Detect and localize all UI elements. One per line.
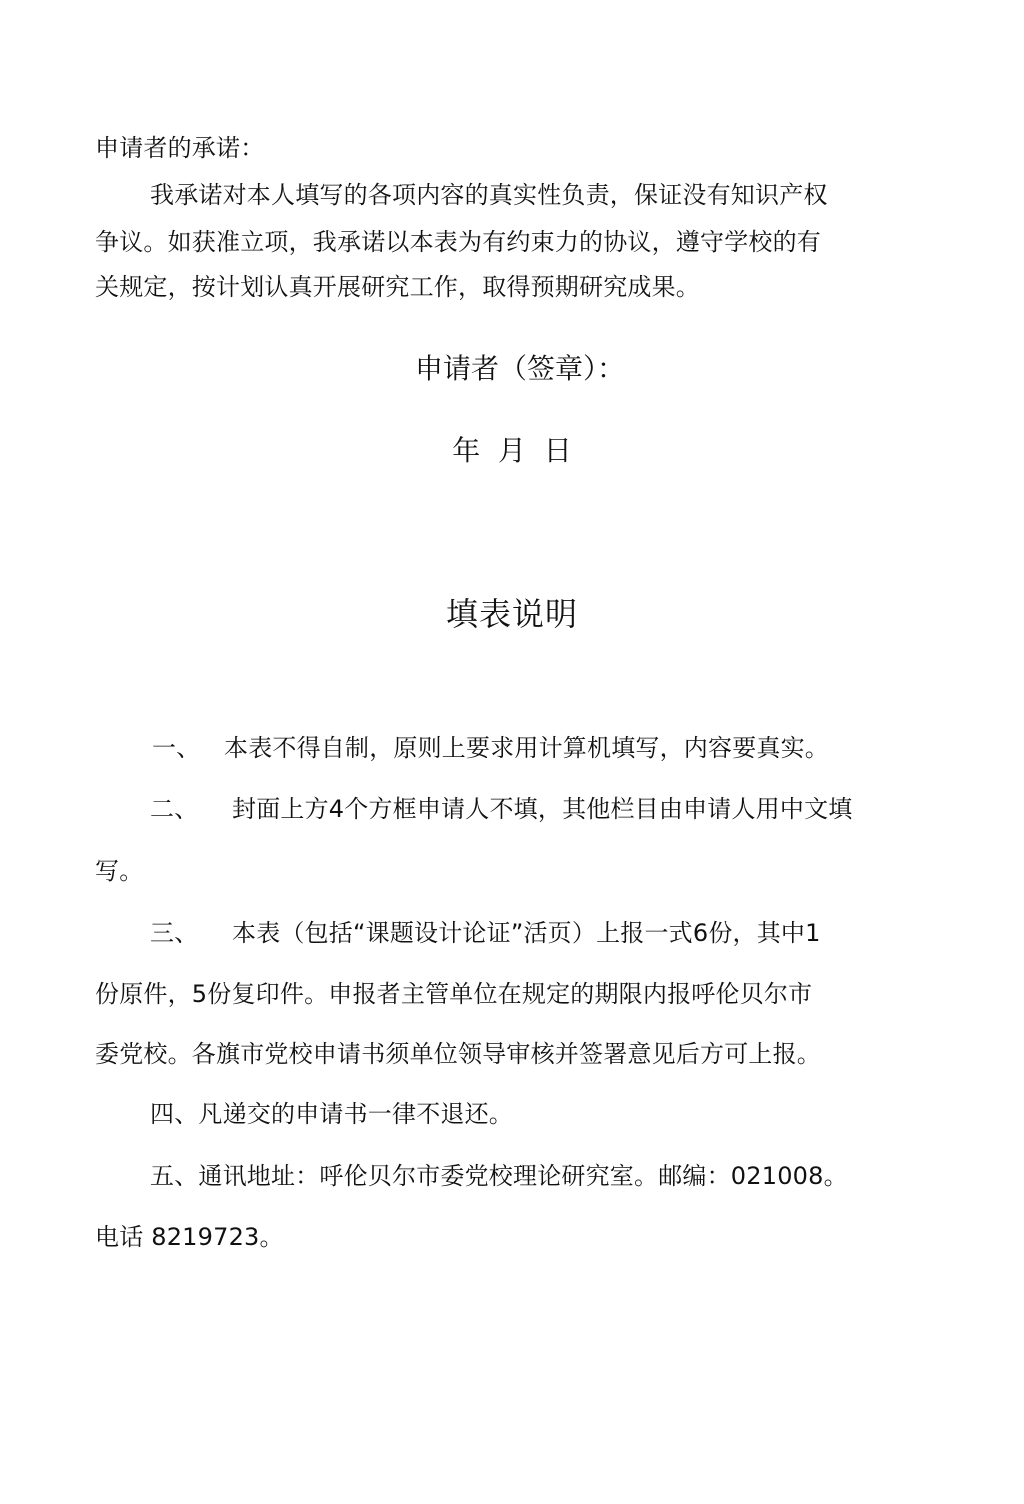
- item-3-number: 三、: [150, 919, 199, 947]
- pledge-line-1: 我承诺对本人填写的各项内容的真实性负责，保证没有知识产权: [150, 181, 828, 209]
- instruction-item-5: 五、通讯地址：呼伦贝尔市委党校理论研究室。邮编：021008。: [150, 1162, 848, 1190]
- instruction-item-3: [150, 918, 821, 948]
- instructions-title: 填表说明: [445, 595, 578, 633]
- signature-date: [0, 434, 1024, 468]
- instruction-item-2-cont: 写。: [95, 857, 144, 885]
- instruction-item-2: [150, 794, 852, 824]
- item-2-number: 二、: [150, 795, 199, 823]
- item-1-text: 本表不得自制，原则上要求用计算机填写，内容要真实。: [224, 734, 829, 762]
- signature-date-text: 年 月 日: [452, 434, 572, 467]
- item-3-text: 本表（包括“课题设计论证”活页）上报一式6份，其中1: [232, 919, 821, 947]
- signature-label: [0, 352, 1024, 386]
- instruction-item-3-cont-2: 委党校。各旗市党校申请书须单位领导审核并签署意见后方可上报。: [95, 1040, 821, 1068]
- item-2-text: 封面上方4个方框申请人不填，其他栏目由申请人用中文填: [232, 795, 853, 823]
- pledge-heading: 申请者的承诺：: [95, 134, 265, 162]
- signature-label-text: 申请者（签章）：: [414, 352, 625, 385]
- instruction-item-1: [152, 733, 829, 763]
- instruction-item-4: 四、凡递交的申请书一律不退还。: [150, 1100, 513, 1128]
- item-1-number: 一、: [152, 734, 201, 762]
- instruction-item-3-cont-1: 份原件，5份复印件。申报者主管单位在规定的期限内报呼伦贝尔市: [95, 980, 813, 1008]
- pledge-line-3: 关规定，按计划认真开展研究工作，取得预期研究成果。: [95, 273, 700, 301]
- instruction-item-5-cont: 电话 8219723。: [95, 1223, 284, 1251]
- pledge-line-2: 争议。如获准立项，我承诺以本表为有约束力的协议，遵守学校的有: [95, 228, 821, 256]
